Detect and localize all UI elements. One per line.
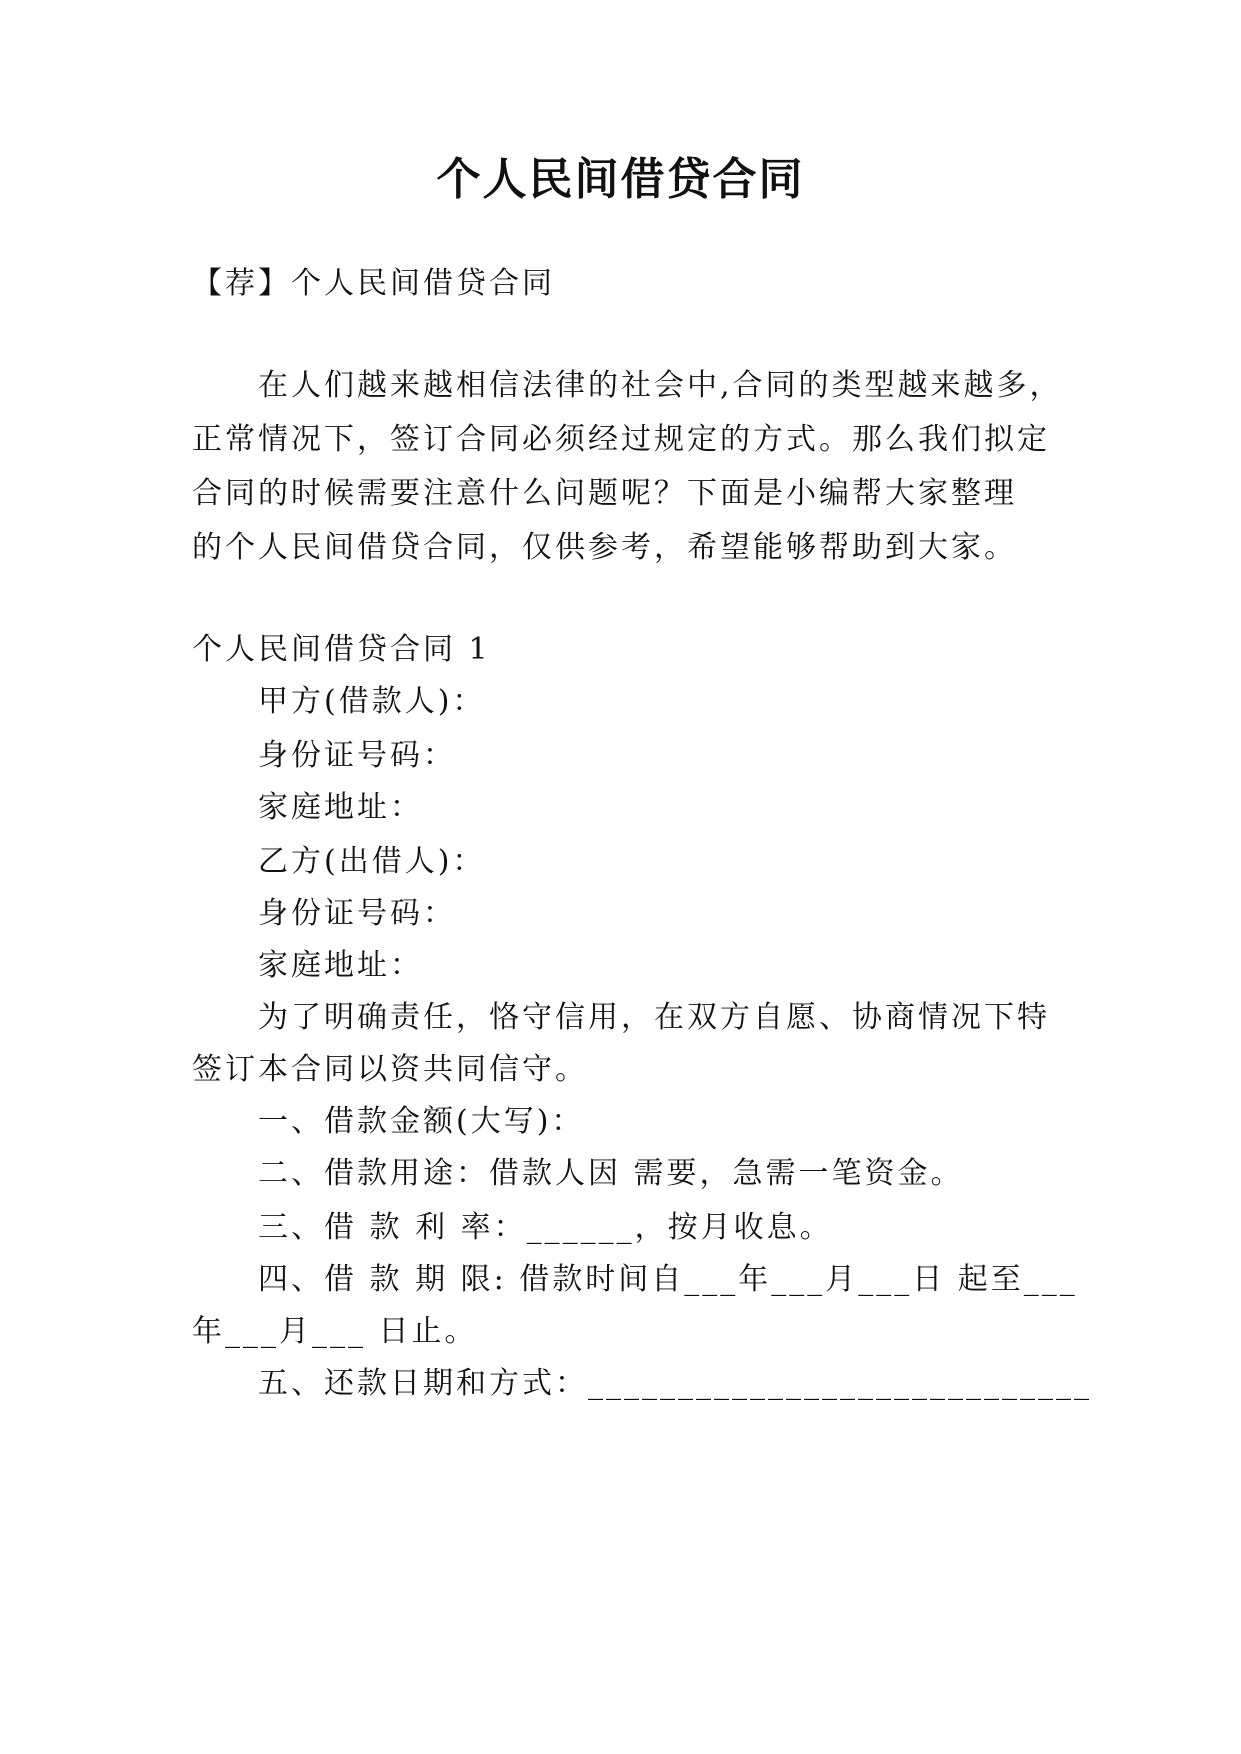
document-title: 个人民间借贷合同 xyxy=(436,154,805,205)
clause-rate: 三、借 款 利 率：______，按月收息。 xyxy=(258,1210,833,1245)
intro-line: 的个人民间借贷合同，仅供参考，希望能够帮助到大家。 xyxy=(192,530,1017,565)
preamble-line: 为了明确责任，恪守信用，在双方自愿、协商情况下特 xyxy=(258,1000,1050,1035)
party-field-address: 家庭地址： xyxy=(258,790,423,825)
document-subtitle: 【荐】个人民间借贷合同 xyxy=(192,266,555,301)
clause-term-continued: 年___月___ 日止。 xyxy=(192,1314,478,1349)
intro-line: 在人们越来越相信法律的社会中,合同的类型越来越多， xyxy=(258,368,1063,403)
party-field-address: 家庭地址： xyxy=(258,948,423,983)
party-field-id: 身份证号码： xyxy=(258,896,456,931)
section-heading: 个人民间借贷合同 1 xyxy=(192,632,491,667)
clause-amount: 一、借款金额(大写)： xyxy=(258,1104,585,1139)
party-field-lender: 乙方(出借人)： xyxy=(258,844,486,879)
intro-line: 正常情况下，签订合同必须经过规定的方式。那么我们拟定 xyxy=(192,422,1050,457)
preamble-line: 签订本合同以资共同信守。 xyxy=(192,1052,588,1087)
clause-term: 四、借 款 期 限: 借款时间自___年___月___日 起至___ xyxy=(258,1262,1078,1297)
party-field-id: 身份证号码： xyxy=(258,738,456,773)
clause-purpose: 二、借款用途：借款人因 需要，急需一笔资金。 xyxy=(258,1156,964,1191)
intro-line: 合同的时候需要注意什么问题呢？下面是小编帮大家整理 xyxy=(192,476,1017,511)
clause-repayment: 五、还款日期和方式：____________________________ xyxy=(258,1366,1092,1401)
party-field-borrower: 甲方(借款人)： xyxy=(258,684,486,719)
